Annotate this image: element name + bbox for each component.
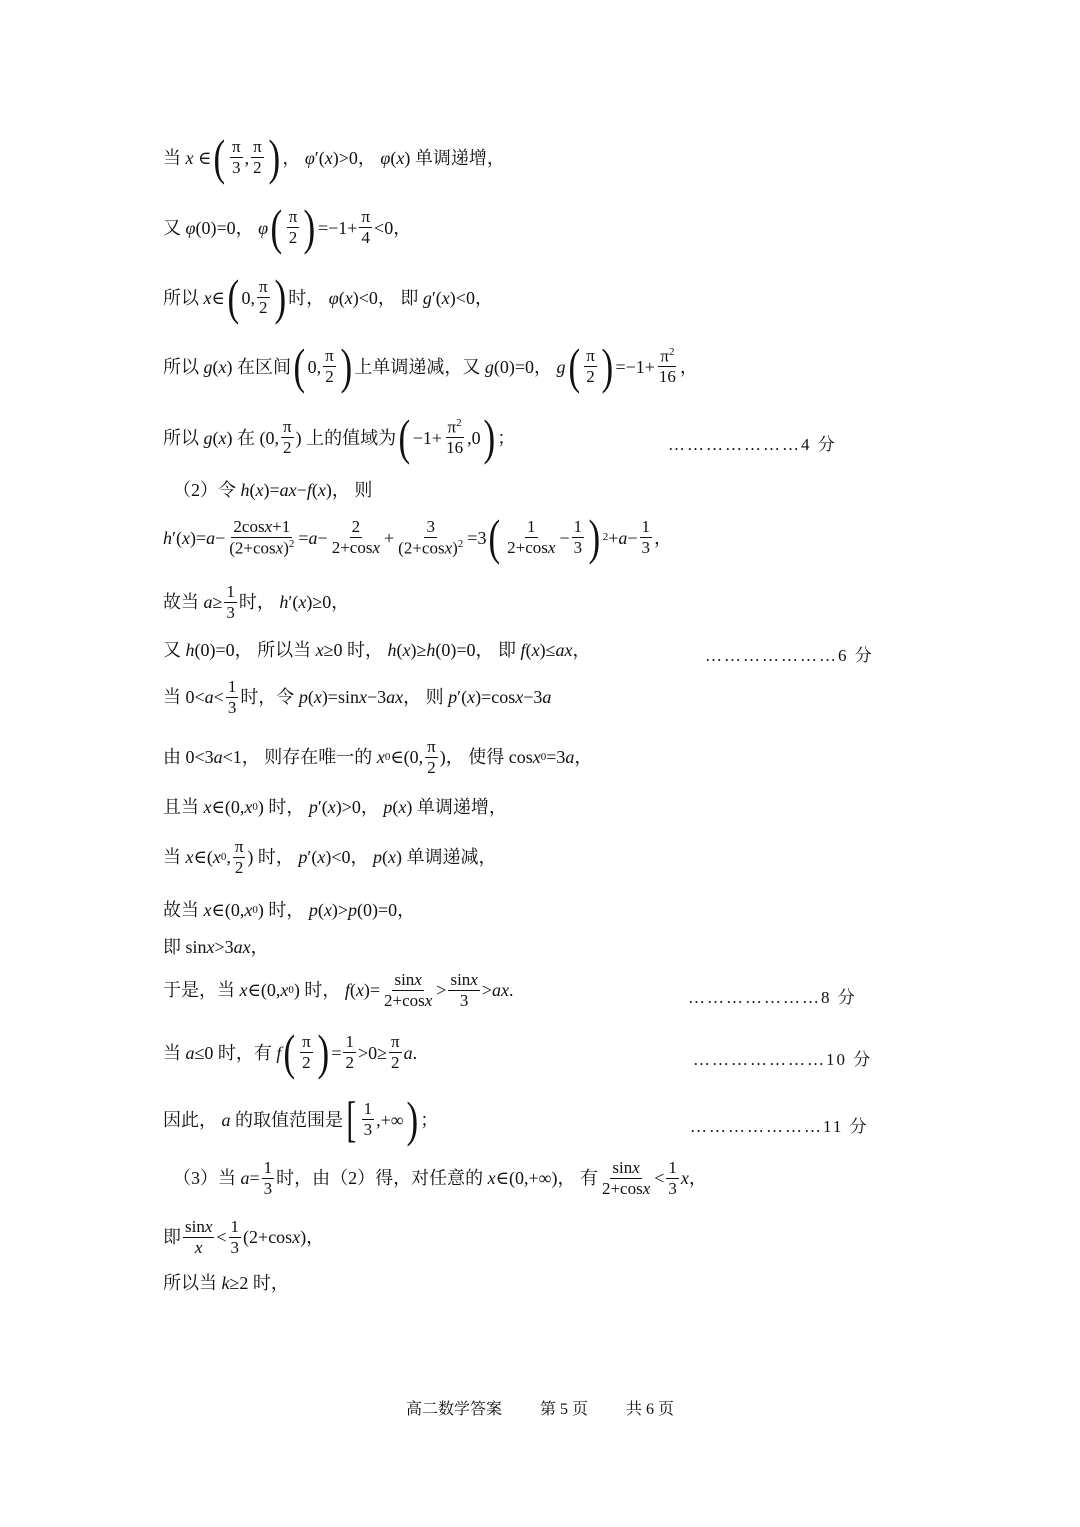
score-8: …………………8 分: [688, 988, 857, 1007]
math-line-5: 所以 g ( x ) 在 (0, $\frac{\pi}{2}$ ) 上的值域为 ( −1+ $\frac{\pi^2}{16}$ ,0 ) ；: [163, 409, 516, 465]
score-10: …………………10 分: [693, 1050, 873, 1069]
math-line-18: 因此， a 的取值范围是 [ $\frac{1}{3}$ ,+∞ ) ；: [163, 1091, 439, 1147]
score-11: …………………11 分: [690, 1117, 869, 1136]
math-line-17: 当 a ≤0 时，有 f ( $\frac{\pi}{2}$ ) = $\frac{1}{2}$ >0≥ $\frac{\pi}{2}$ a .: [163, 1024, 418, 1080]
math-line-4: 所以 g ( x ) 在区间 ( 0, $\frac{\pi}{2}$ ) 上单调递减，又 g (0)=0， g ( $\frac{\pi}{2}$ ) =−1+ $\frac{\pi^2}{16}$ ，: [163, 338, 698, 394]
math-line-20: 即 $\frac{\sin x}{x}$ < $\frac{1}{3}$ (2+cos x )，: [163, 1217, 325, 1257]
math-line-3: 所以 x ∈ ( 0, $\frac{\pi}{2}$ ) 时， φ ( x )<0， 即 g ′( x )<0，: [163, 269, 493, 325]
math-line-10: 当 0< a < $\frac{1}{3}$ 时，令 p ( x )=sin x −3 ax ， 则 p ′( x )=cos x −3 a: [163, 677, 552, 717]
page-footer: [0, 1396, 1080, 1419]
footer-total-pages: 共 6 页: [626, 1401, 675, 1418]
footer-page-number: 第 5 页: [539, 1401, 588, 1418]
math-line-11: 由 0<3 a <1， 则存在唯一的 x 0 ∈(0, $\frac{\pi}{2}$ )， 使得 cos x 0 =3 a ，: [163, 737, 593, 777]
math-line-15: 即 sin x >3 ax ，: [163, 937, 269, 957]
math-line-19: （3）当 a = $\frac{1}{3}$ 时，由（2）得，对任意的 x ∈(0,+∞)， 有 $\frac{\sin x}{2+\cos x}$ < $\frac{1}{3}$ x ，: [173, 1158, 707, 1198]
math-line-14: 故当 x ∈(0, x 0 ) 时， p ( x )> p (0)=0，: [163, 900, 416, 920]
footer-subject: 高二数学答案: [405, 1401, 502, 1418]
math-line-6: （2）令 h ( x )= ax − f ( x )， 则: [173, 480, 373, 500]
math-line-7: h ′( x )= a − $\frac{2\cos x+1}{(2+\cos x)^2}$ = a − $\frac{2}{2+\cos x}$ + $\frac{3}{(2+\cos x)^2}$ =3 ( $\frac{1}{2+\cos x}$ − $\frac{1}{3}$ ) 2 + a − $\frac{1}{3}$ ，: [163, 509, 673, 565]
math-line-2: 又 φ (0)=0， φ ( $\frac{\pi}{2}$ ) =−1+ $\frac{\pi}{4}$ <0，: [163, 199, 412, 255]
math-line-16: 于是，当 x ∈(0, x 0 ) 时， f ( x )= $\frac{\sin x}{2+\cos x}$ > $\frac{\sin x}{3}$ > ax .: [163, 970, 514, 1010]
score-4: …………………4 分: [668, 435, 837, 454]
math-line-12: 且当 x ∈(0, x 0 ) 时， p ′( x )>0， p ( x ) 单调递增，: [163, 797, 507, 817]
math-line-13: 当 x ∈( x 0 , $\frac{\pi}{2}$ ) 时， p ′( x )<0， p ( x ) 单调递减，: [163, 837, 497, 877]
math-line-9: 又 h (0)=0， 所以当 x ≥0 时， h ( x )≥ h (0)=0， 即 f ( x )≤ ax ，: [163, 640, 591, 660]
math-line-8: 故当 a ≥ $\frac{1}{3}$ 时， h ′( x )≥0，: [163, 582, 350, 622]
math-line-1: 当 x ∈ ( $\frac{\pi}{3}$ , $\frac{\pi}{2}$ ) ， φ ′( x )>0， φ ( x ) 单调递增，: [163, 129, 505, 185]
score-6: …………………6 分: [705, 646, 874, 665]
math-line-21: 所以当 k ≥2 时，: [163, 1273, 289, 1293]
